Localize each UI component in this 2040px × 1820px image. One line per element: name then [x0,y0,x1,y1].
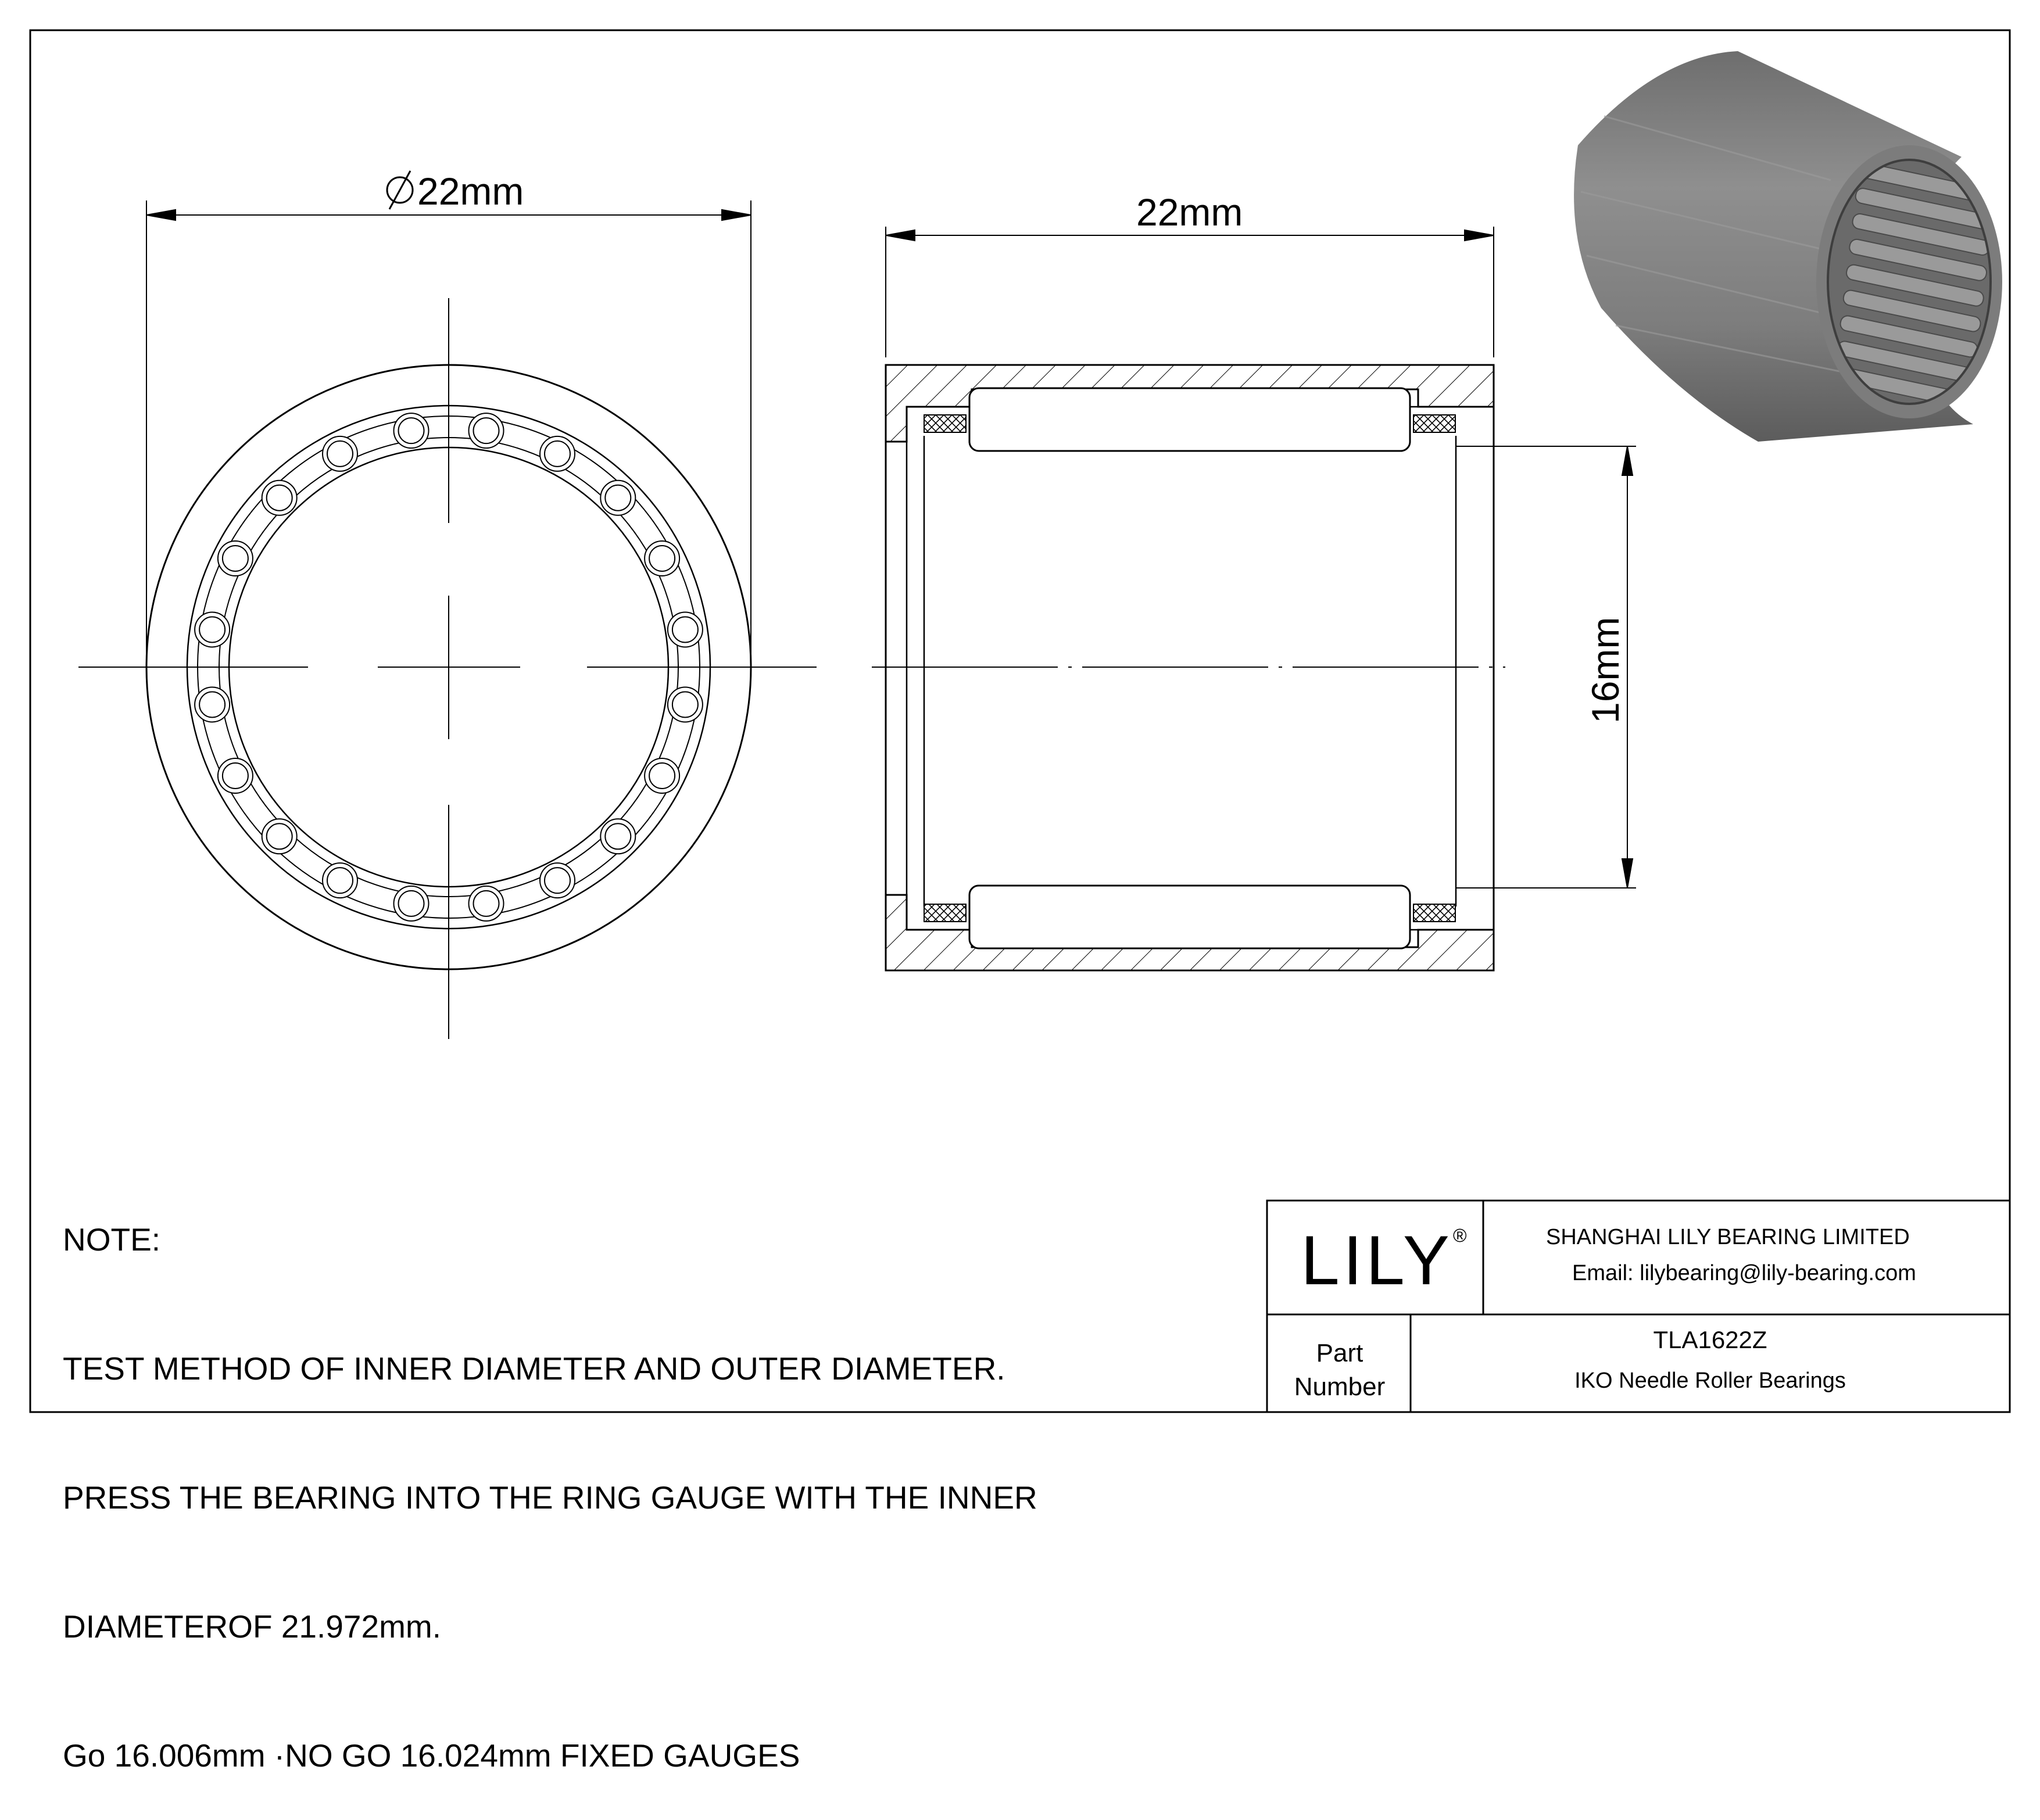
bore-label: 16mm [1584,617,1627,723]
needle-roller-bottom [969,886,1410,948]
front-view [78,298,817,1039]
bore-outline [907,407,1494,930]
company-email: Email: lilybearing@lily-bearing.com [1572,1261,1916,1285]
width-dimension [886,227,1494,357]
section-view [872,365,1505,970]
note-line: Go 16.006mm ·NO GO 16.024mm FIXED GAUGES [63,1737,800,1774]
needle-roller-top [969,388,1410,451]
bearing-3d-illustration [1574,51,2002,442]
note-line: TEST METHOD OF INNER DIAMETER AND OUTER DIAMETER. [63,1350,1005,1387]
part-number: TLA1622Z [1653,1326,1767,1353]
seal-top-right [1413,415,1455,432]
note-line: PRESS THE BEARING INTO THE RING GAUGE WITH THE INNER [63,1479,1037,1516]
seal-bottom-left [924,904,966,922]
width-label: 22mm [1136,191,1243,234]
note-line: DIAMETEROF 21.972mm. [63,1608,441,1645]
part-description: IKO Needle Roller Bearings [1574,1368,1846,1393]
part-number-label: Part Number [1294,1339,1386,1401]
outer-diameter-label: 22mm [417,170,524,213]
seal-bottom-right [1413,904,1455,922]
note-heading: NOTE: [63,1221,161,1257]
company-logo: LILY® [1301,1221,1470,1299]
seal-top-left [924,415,966,432]
company-name: SHANGHAI LILY BEARING LIMITED [1546,1225,1910,1249]
note-block [63,1132,1037,1820]
